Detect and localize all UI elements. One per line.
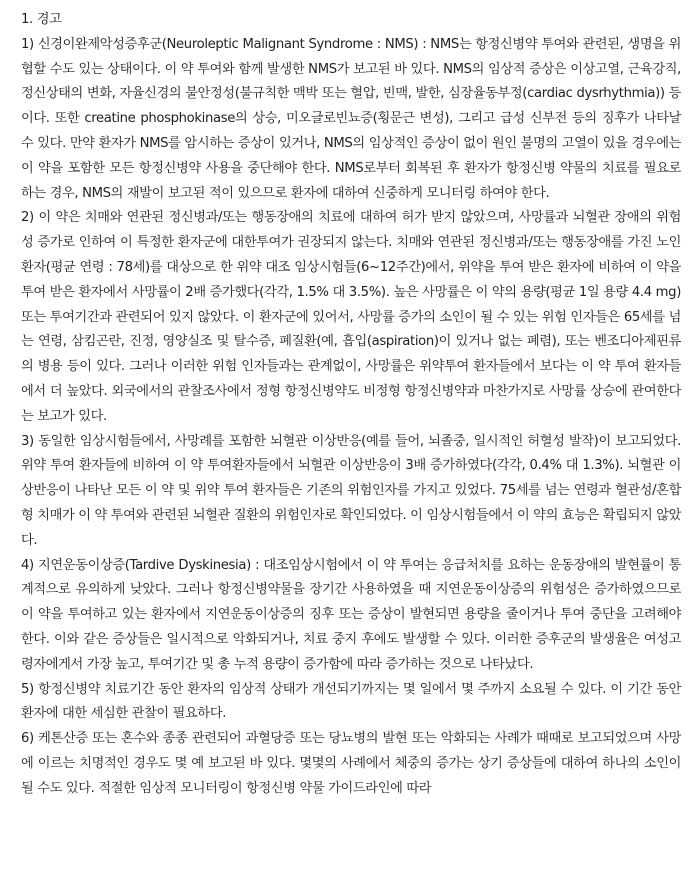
section-heading-warning: 1. 경고 xyxy=(21,12,62,27)
warning-item-2-dementia: 2) 이 약은 치매와 연관된 정신병과/또는 행동장애의 치료에 대하여 허가 받지 않았으며, 사망률과 뇌혈관 장애의 위험성 증가로 인하여 이 특정한 환자군에 대한투여가 권장되지 않는다. 치매와 연관된 정신병과/또는 행동장애를 가진 노인 환자(평균 연령 : 78세)를 대상으로 한 위약 대조 임상시험들(6~12주간)에서, 위약을 투여 받은 환자에 비하여 이 약을 투여 받은 환자에서 사망률이 2배 증가했다(각각, 1.5% 대 3.5%). 높은 사망률은 이 약의 용량(평균 1일 용량 4.4 mg) 또는 투여기간과 관련되어 있지 않았다. 이 환자군에 있어서, 사망률 증가의 소인이 될 수 있는 위험 인자들은 65세를 넘는 연령, 삼킴곤란, 진정, 영양실조 및 탈수증, 폐질환(예, 흡입(aspiration)이 있거나 없는 폐렴), 또는 벤조디아제핀류의 병용 등이 있다. 그러나 이러한 위험 인자들과는 관계없이, 사망률은 위약투여 환자들에서 보다는 이 약 투여 환자들에서 더 높았다. 외국에서의 관찰조사에서 정형 항정신병약도 비정형 항정신병약과 마찬가지로 사망률 상승에 관여한다는 보고가 있다. xyxy=(21,210,681,424)
warning-item-4-tardive-dyskinesia: 4) 지연운동이상증(Tardive Dyskinesia) : 대조임상시험에서 이 약 투여는 응급처치를 요하는 운동장애의 발현률이 통계적으로 유의하게 낮았다. 그러나 항정신병약물을 장기간 사용하였을 때 지연운동이상증의 위험성은 증가하였으므로 이 약을 투여하고 있는 환자에서 지연운동이상증의 징후 또는 증상이 발현되면 용량을 줄이거나 투여 중단을 고려해야 한다. 이와 같은 증상들은 일시적으로 악화되거나, 치료 중지 후에도 발생할 수 있다. 이러한 증후군의 발생율은 여성고령자에게서 가장 높고, 투여기간 및 총 누적 용량이 증가함에 따라 증가하는 것으로 나타났다. xyxy=(21,557,681,672)
warning-item-6-hyperglycemia: 6) 케톤산증 또는 혼수와 종종 관련되어 과혈당증 또는 당뇨병의 발현 또는 악화되는 사례가 때때로 보고되었으며 사망에 이르는 치명적인 경우도 몇 예 보고된 바 있다. 몇몇의 사례에서 체중의 증가는 상기 증상들에 대하여 하나의 소인이 될 수도 있다. 적절한 임상적 모니터링이 항정신병 약물 가이드라인에 따라 xyxy=(21,731,681,796)
warning-item-1-nms: 1) 신경이완제악성증후군(Neuroleptic Malignant Syndrome : NMS) : NMS는 항정신병약 투여와 관련된, 생명을 위협할 수도 있는 상태이다. 이 약 투여와 함께 발생한 NMS가 보고된 바 있다. NMS의 임상적 증상은 이상고열, 근육강직, 정신상태의 변화, 자율신경의 불안정성(불규칙한 맥박 또는 혈압, 빈맥, 발한, 심장율동부정(cardiac dysrhythmia)) 등이다. 또한 creatine phosphokinase의 상승, 미오글로빈뇨증(횡문근 변성), 그리고 급성 신부전 등의 징후가 나타날 수 있다. 만약 환자가 NMS를 암시하는 증상이 있거나, NMS의 임상적인 증상이 없이 원인 불명의 고열이 있을 경우에는 이 약을 포함한 모든 항정신병약 사용을 중단해야 한다. NMS로부터 회복된 후 환자가 항정신병 약물의 치료를 필요로 하는 경우, NMS의 재발이 보고된 적이 있으므로 환자에 대하여 신중하게 모니터링 하여야 한다. xyxy=(21,36,681,201)
warning-item-3-cerebrovascular: 3) 동일한 임상시험들에서, 사망례를 포함한 뇌혈관 이상반응(예를 들어, 뇌졸중, 일시적인 허혈성 발작)이 보고되었다. 위약 투여 환자들에 비하여 이 약 투여환자들에서 뇌혈관 이상반응이 3배 증가하였다(각각, 0.4% 대 1.3%). 뇌혈관 이상반응이 나타난 모든 이 약 및 위약 투여 환자들은 기존의 위험인자를 가지고 있었다. 75세를 넘는 연령과 혈관성/혼합형 치매가 이 약 투여와 관련된 뇌혈관 질환의 위험인자로 확인되었다. 이 임상시험들에서 이 약의 효능은 확립되지 않았다. xyxy=(21,433,681,548)
warning-item-5-observation: 5) 항정신병약 치료기간 동안 환자의 임상적 상태가 개선되기까지는 몇 일에서 몇 주까지 소요될 수 있다. 이 기간 동안 환자에 대한 세심한 관찰이 필요하다. xyxy=(21,681,681,722)
